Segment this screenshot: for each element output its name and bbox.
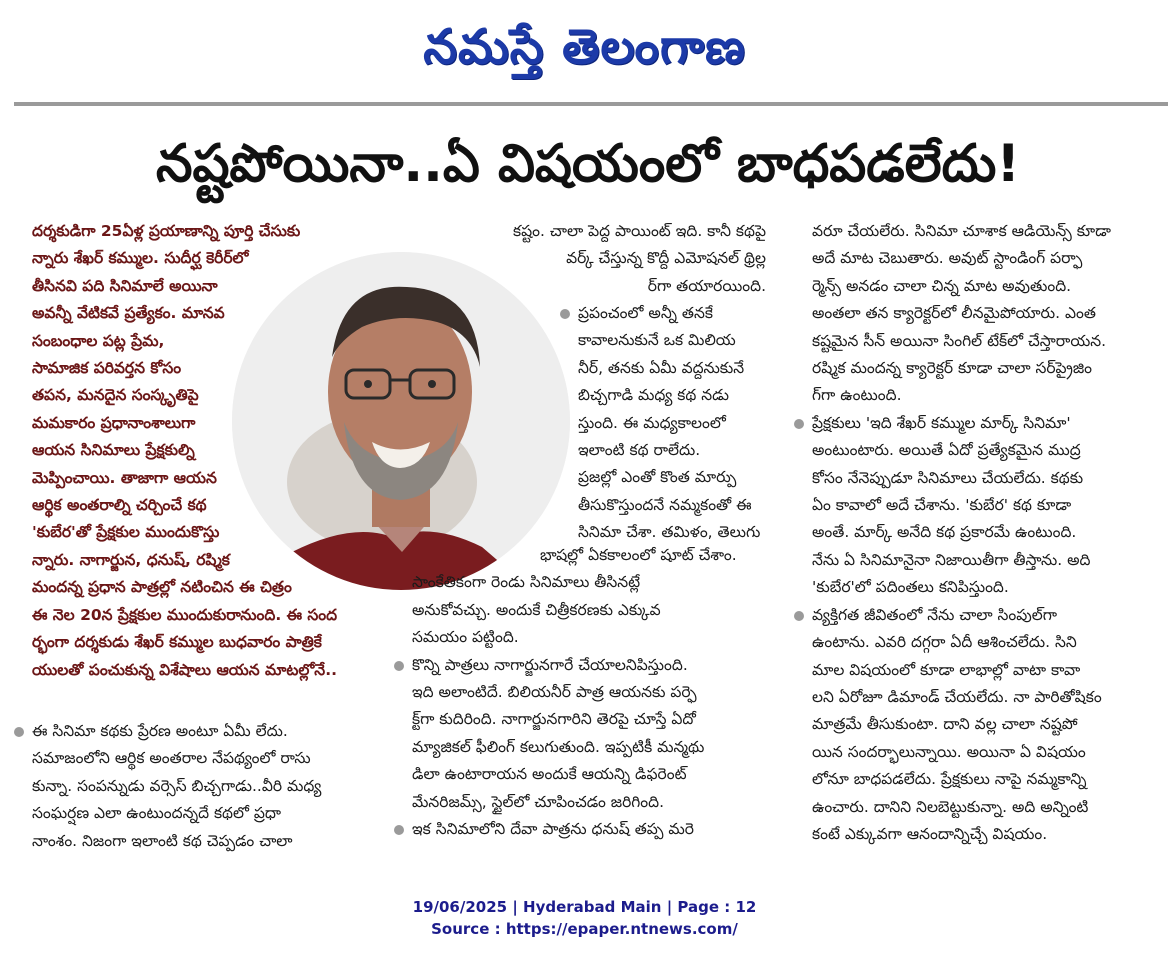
director-photo [232,252,570,590]
body-line: యిన సందర్భాలున్నాయి. అయినా ఏ విషయం [812,742,1086,761]
body-line: ఈ సినిమా కథకు ప్రేరణ అంటూ ఏమీ లేదు. [32,722,288,740]
body-line: మాల విషయంలో కూడా లాభాల్లో వాటా కావా [812,660,1081,679]
body-line: అంతే. మార్క్ అనేది కథ ప్రకారమే ఉంటుంది. [812,523,1077,542]
column2-narrow [578,300,768,547]
article-headline: నష్టపోయినా..ఏ విషయంలో బాధపడలేదు! [155,134,1021,194]
body-line: బిచ్చగాడి మధ్య కథ నడు [578,386,729,405]
body-line: ప్రపంచంలో అన్నీ తనకే [578,304,713,322]
intro-line: సంబంధాల పట్ల ప్రేమ, [32,331,165,350]
body-line: భాషల్లో ఏకకాలంలో షూట్ చేశాం. [540,546,737,564]
body-line: 'కుబేర'లో పదింతలు కనిపిస్తుంది. [812,578,1009,597]
intro-line: అవన్నీ వేటికవే ప్రత్యేకం. మానవ [32,304,225,323]
body-line: సంఘర్షణ ఎలా ఉంటుందన్నదే కథలో ప్రధా [32,804,282,823]
edition-info: 19/06/2025 | Hyderabad Main | Page : 12 [412,898,757,916]
bullet-paragraph [812,602,1157,629]
intro-line: ఆర్థిక అంతరాల్ని చర్చించే కథ [32,496,207,515]
body-line: నీర్, తనకు ఏమీ వద్దనుకునే [578,358,745,377]
body-line: లని ఏరోజూ డిమాండ్ చేయలేదు. నా పారితోషికం [812,687,1102,706]
body-line: కష్టమైన సీన్ అయినా సింగిల్ టేక్‌లో చేస్తారాయన. [812,331,1107,350]
page-footer [0,896,1169,940]
body-line: కొన్ని పాత్రలు నాగార్జునగారే చేయాలనిపిస్తుంది. [412,655,688,674]
intro-line: యులతో పంచుకున్న విశేషాలు ఆయన మాటల్లోనే.. [32,660,337,679]
body-line: ఉంచారు. దానిని నిలబెట్టుకున్నా. అది అన్నింటి [812,797,1089,816]
body-line: ఇది అలాంటిదే. బిలియనీర్ పాత్ర ఆయనకు పర్ఫె [412,683,697,702]
intro-line: తీసినవి పది సినిమాలే అయినా [32,276,218,295]
bullet-icon [794,419,804,429]
body-line: వ్యక్తిగత జీవితంలో నేను చాలా సింపుల్‌గా [812,605,1057,624]
body-line: అంటుంటారు. అయితే ఏదో ప్రత్యేకమైన ముద్ర [812,441,1081,460]
body-line: తీసుకొస్తుందనే నమ్మకంతో ఈ [578,495,752,514]
bullet-icon [560,309,570,319]
body-line: డిలా ఉంటారాయన అందుకే ఆయన్ని డిఫరెంట్ [412,765,687,784]
body-line: అదే మాట చెబుతారు. అవుట్ స్టాండింగ్ పర్ఫా [812,249,1083,268]
masthead-logo: నమస్తే తెలంగాణ [423,19,746,75]
body-line: అంతలా తన క్యారెక్టర్‌లో లీనమైపోయారు. ఎంత [812,304,1096,323]
bullet-paragraph [32,718,382,745]
body-line: ఇలాంటి కథ రాలేదు. [578,441,701,460]
intro-line: ఆయన సినిమాలు ప్రేక్షకుల్ని [32,441,195,460]
body-line: లోనూ బాధపడలేదు. ప్రేక్షకులు నాపై నమ్మకాన్ని [812,770,1087,789]
body-line: వర్క్ చేస్తున్న కొద్దీ ఎమోషనల్ థ్రిల్ల [566,249,766,268]
bullet-icon [394,661,404,671]
bullet-paragraph [412,652,770,679]
intro-line: న్నారు. నాగార్జున, ధనుష్, రష్మిక [32,550,230,569]
body-line: స్తుంది. ఈ మధ్యకాలంలో [578,413,726,432]
body-line: కంటే ఎక్కువగా ఆనందాన్నిచ్చే విషయం. [812,824,1048,843]
bullet-icon [394,825,404,835]
body-line: అనుకోవచ్చు. అందుకే చిత్రీకరణకు ఎక్కువ [412,600,661,619]
intro-line: 'కుబేర'తో ప్రేక్షకుల ముందుకొస్తు [32,523,220,542]
header-divider [14,102,1168,106]
body-line: గ్‌గా ఉంటుంది. [812,386,902,405]
intro-line: తపన, మనదైన సంస్కృతిపై [32,386,199,405]
body-line: నేను ఏ సినిమానైనా నిజాయితీగా తీస్తాను. అది [812,550,1091,569]
body-line: ప్రజల్లో ఎంతో కొంత మార్పు [578,468,737,487]
bullet-paragraph [412,816,770,843]
intro-line: మందన్న ప్రధాన పాత్రల్లో నటించిన ఈ చిత్రం [32,578,292,597]
body-line: కోసం నేనెప్పుడూ సినిమాలు చేయలేదు. కథకు [812,468,1084,487]
body-line: మ్యాజికల్ ఫీలింగ్ కలుగుతుంది. ఇప్పటికీ మన్మథు [412,737,705,756]
body-line: రష్మిక మందన్న క్యారెక్టర్ కూడా చాలా సర్‌ప్రైజిం [812,359,1093,378]
intro-line: న్నారు శేఖర్ కమ్ముల. సుదీర్ఘ కెరీర్‌లో [32,249,249,268]
intro-line: మెప్పించాయి. తాజాగా ఆయన [32,468,217,487]
bullet-icon [794,611,804,621]
body-line: సినిమా చేశా. తమిళం, తెలుగు [578,523,761,542]
body-line: సాంకేతికంగా రెండు సినిమాలు తీసినట్లే [412,573,641,592]
bullet-paragraph [812,410,1157,437]
body-line: మాత్రమే తీసుకుంటా. దాని వల్ల చాలా నష్టపో [812,715,1078,734]
body-line: నాంశం. నిజంగా ఇలాంటి కథ చెప్పడం చాలా [32,831,293,850]
masthead [0,8,1169,86]
body-line: ఉంటాను. ఎవరి దగ్గరా ఏదీ ఆశించలేదు. సిని [812,633,1077,652]
body-line: కున్నా. సంపన్నుడు వర్సెస్ బిచ్చగాడు..వీరి మధ్య [32,776,322,795]
body-line: సమాజంలోని ఆర్థిక అంతరాల నేపథ్యంలో రాసు [32,749,311,768]
body-line: మేనరిజమ్స్, స్టైల్‌లో చూపించడం జరిగింది. [412,792,665,811]
body-line: సమయం పట్టింది. [412,628,519,647]
body-line: ప్రేక్షకులు 'ఇది శేఖర్ కమ్ముల మార్క్ సినిమా' [812,413,1071,432]
column3 [812,218,1157,848]
column2-top [448,218,766,300]
column2-wide [412,542,770,843]
intro-line: మమకారం ప్రధానాంశాలుగా [32,413,196,432]
intro-line: సామాజిక పరివర్తన కోసం [32,359,182,378]
source-link[interactable]: Source : https://epaper.ntnews.com/ [431,920,738,938]
intro-line: దర్శకుడిగా 25ఏళ్ల ప్రయాణాన్ని పూర్తి చేసుకు [32,222,301,240]
body-line: ఏం కావాలో అదే చేశాను. 'కుబేర' కథ కూడా [812,496,1072,515]
body-line: ర్‌గా తయారయింది. [647,276,766,295]
body-line: క్ట్‌గా కుదిరింది. నాగార్జునగారిని తెరపై చూస్తే ఏదో [412,710,696,729]
bullet-icon [14,727,24,737]
body-line: వరూ చేయలేరు. సినిమా చూశాక ఆడియెన్స్ కూడా [812,222,1111,240]
bullet-paragraph [578,300,768,327]
intro-line: ర్భంగా దర్శకుడు శేఖర్ కమ్ముల బుధవారం పాత్రికే [32,633,322,652]
body-line: కష్టం. చాలా పెద్ద పాయింట్ ఇది. కానీ కథపై [513,222,766,240]
column1-body [32,718,382,855]
body-line: ర్మెన్స్ అనడం చాలా చిన్న మాట అవుతుంది. [812,276,1072,295]
body-line: ఇక సినిమాలోని దేవా పాత్రను ధనుష్ తప్ప మరె [412,820,694,839]
body-line: కావాలనుకునే ఒక మిలియ [578,331,736,350]
intro-line: ఈ నెల 20న ప్రేక్షకుల ముందుకురానుంది. ఈ సంద [32,605,338,624]
